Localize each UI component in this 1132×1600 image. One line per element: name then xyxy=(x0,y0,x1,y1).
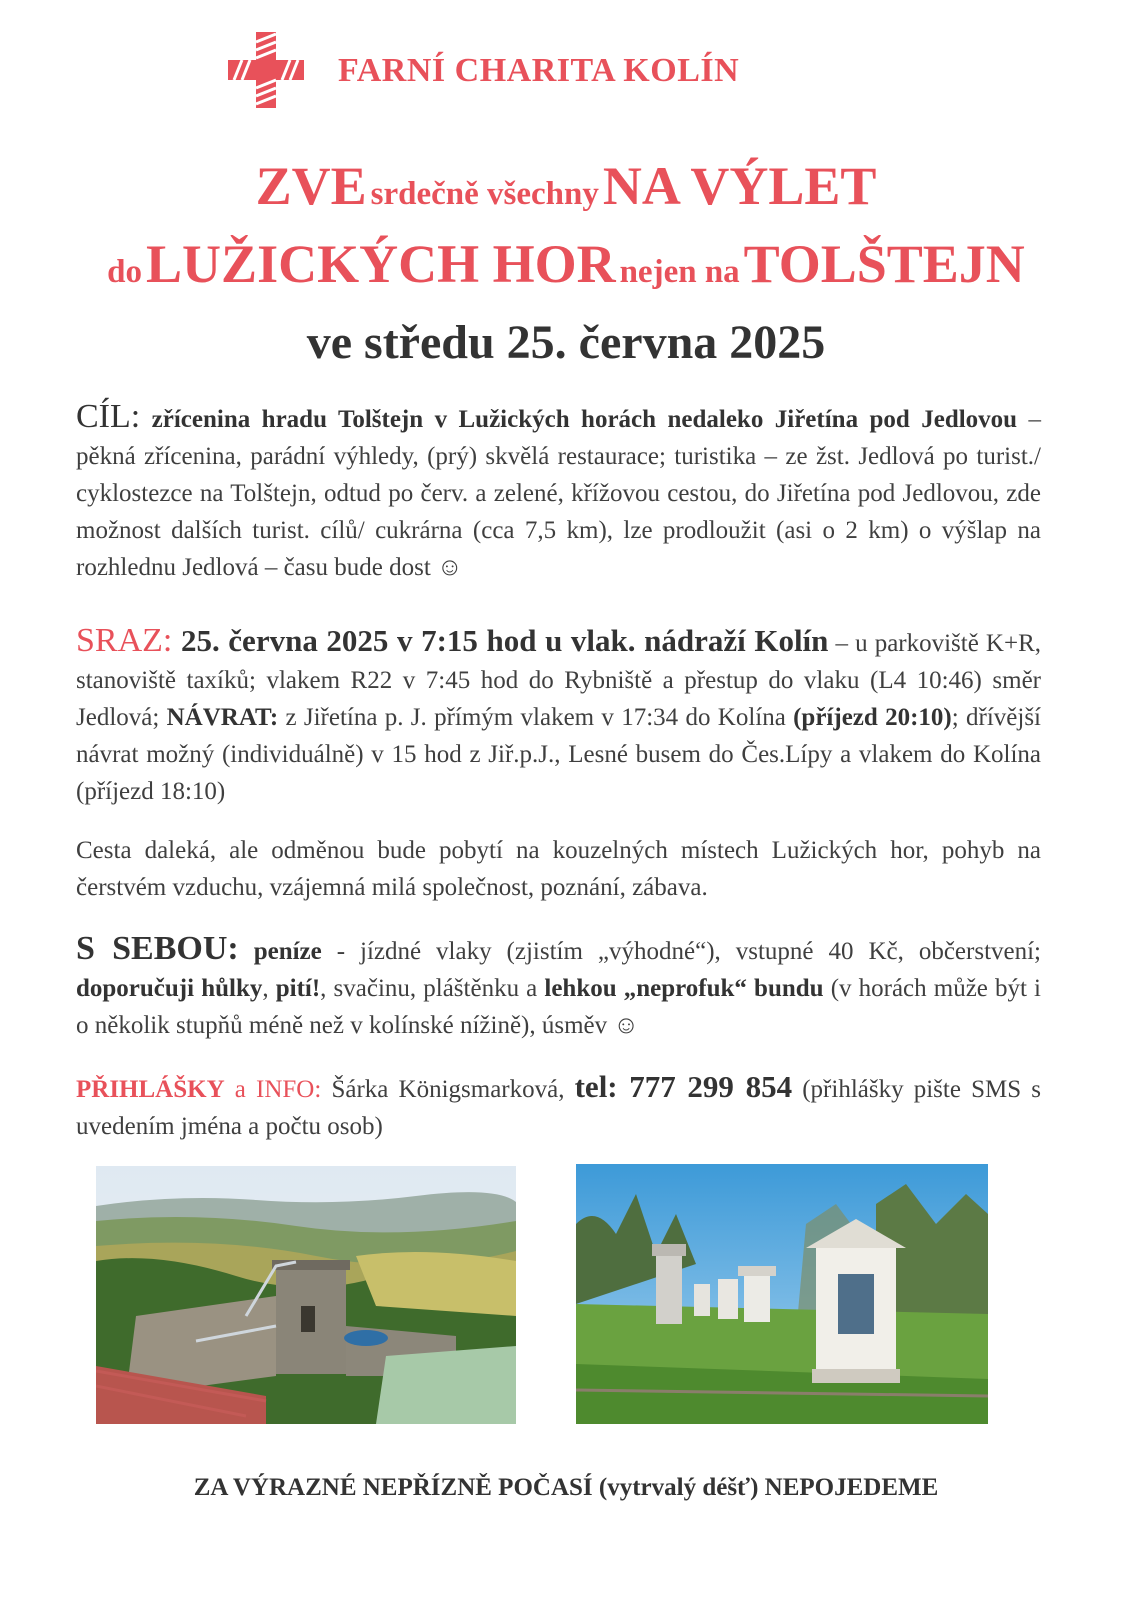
heading-nejen-na: nejen na xyxy=(619,254,740,290)
heading-tolstejn: TOLŠTEJN xyxy=(743,234,1025,294)
event-date: ve středu 25. června 2025 xyxy=(306,316,826,369)
sebou-text3: , svačinu, pláštěnku a xyxy=(320,975,545,1002)
sebou-money: peníze xyxy=(253,938,322,965)
sebou-label: S SEBOU: xyxy=(76,930,239,967)
navrat-alternative: ; dřívější návrat možný (individuálně) v 15 hod z Jiř.p.J., Lesné busem do Čes.Lípy a vlakem do Kolína (příjezd 18:10) xyxy=(76,704,1041,805)
sebou-poles: doporučuji hůlky xyxy=(76,975,263,1002)
prihlasky-label: PŘIHLÁŠKY xyxy=(76,1076,225,1103)
prihlasky-note: (přihlášky pište SMS s uvedením jména a počtu osob) xyxy=(76,1076,1041,1140)
navrat-details: z Jiřetína p. J. přímým vlakem v 17:34 do Kolína xyxy=(278,704,794,731)
sebou-text2: , xyxy=(262,975,276,1002)
invitation-heading-line2 xyxy=(0,233,1132,295)
org-name: FARNÍ CHARITA KOLÍN xyxy=(338,52,740,89)
invitation-heading-line1 xyxy=(0,155,1132,217)
prihlasky-section xyxy=(76,1068,1041,1145)
contact-name: Šárka Königsmarková, xyxy=(321,1076,575,1103)
heading-do: do xyxy=(107,254,143,290)
sebou-text4: (v horách může být i o několik stupňů méně než v kolínské nížině), úsměv ☺ xyxy=(76,975,1041,1039)
info-label: a INFO: xyxy=(224,1076,322,1103)
cil-section xyxy=(76,398,1041,586)
cil-description: – pěkná zřícenina, parádní výhledy, (prý) skvělá restaurace; turistika – ze žst. Jedlová po turist./ cyklostezce na Tolštejn, odtud po červ. a zelené, křížovou cestou, do Jiřetína pod Jedlovou, zde možnost dalších turist. cílů/ cukrárna (cca 7,5 km), lze prodloužit (asi o 2 km) o výšlap na rozhlednu Jedlová – času bude dost ☺ xyxy=(76,406,1042,581)
cil-destination: zřícenina hradu Tolštejn v Lužických horách nedaleko Jiřetína pod Jedlovou xyxy=(151,406,1018,433)
sebou-text1: - jízdné vlaky (zjistím „výhodné“), vstupné 40 Kč, občerstvení; xyxy=(321,938,1041,965)
cil-label: CÍL: xyxy=(76,398,141,435)
sebou-section xyxy=(76,930,1041,1044)
navrat-label: NÁVRAT: xyxy=(166,704,279,731)
heading-srdecne: srdečně všechny xyxy=(370,176,599,212)
sebou-drink: pití! xyxy=(275,975,321,1002)
sraz-details: – u parkoviště K+R, stanoviště taxíků; vlakem R22 v 7:45 hod do Rybniště a přestup do vlaku (L4 10:46) směr Jedlová; xyxy=(76,630,1041,731)
heading-luzickych-hor: LUŽICKÝCH HOR xyxy=(146,234,616,294)
phone-number: 777 299 854 xyxy=(617,1069,793,1104)
tel-label: tel: xyxy=(574,1069,618,1104)
heading-na-vylet: NA VÝLET xyxy=(602,156,877,216)
sraz-meeting-point: 25. června 2025 v 7:15 hod u vlak. nádraží Kolín xyxy=(172,623,829,658)
tolstejn-castle-ruin-photo xyxy=(96,1166,516,1424)
navrat-arrival: (příjezd 20:10) xyxy=(793,704,952,731)
charita-cross-icon xyxy=(226,30,306,110)
way-of-the-cross-chapels-photo xyxy=(576,1164,988,1424)
weather-notice: ZA VÝRAZNÉ NEPŘÍZNĚ POČASÍ (vytrvalý déšť) NEPOJEDEME xyxy=(193,1474,939,1501)
sebou-jacket: lehkou „neprofuk“ bundu xyxy=(544,975,824,1002)
cesta-paragraph: Cesta daleká, ale odměnou bude pobytí na kouzelných místech Lužických hor, pohyb na čerstvém vzduchu, vzájemná milá společnost, poznání, zábava. xyxy=(76,837,1041,901)
sraz-section xyxy=(76,622,1041,810)
sraz-label: SRAZ: xyxy=(76,622,173,659)
heading-zve: ZVE xyxy=(255,156,367,216)
